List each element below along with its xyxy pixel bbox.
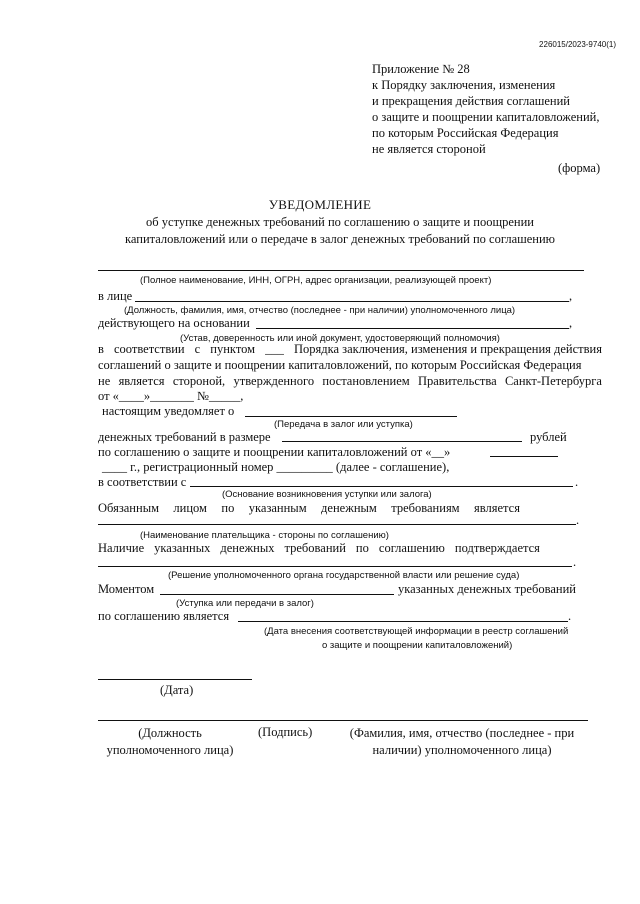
document-title: УВЕДОМЛЕНИЕ [268, 197, 372, 212]
caption-registry-1: (Дата внесения соответствующей информации в реестр соглашений [264, 626, 569, 637]
moment-field-line[interactable] [160, 594, 394, 595]
form-label: (форма) [558, 161, 601, 175]
annex-line: по которым Российская Федерация [372, 126, 559, 140]
signature-field-line[interactable] [98, 720, 588, 721]
caption-decision: (Решение уполномоченного органа государственной власти или решение суда) [168, 570, 520, 581]
paragraph-line-2: соглашений о защите и поощрении капиталовложений, по которым Российская Федерация [98, 358, 582, 372]
agreement-date-field-line[interactable] [490, 456, 558, 457]
label-rubles: рублей [530, 430, 567, 444]
caption-person: (Должность, фамилия, имя, отчество (последнее - при наличии) уполномоченного лица) [124, 305, 516, 316]
label-year-reg: ____ г., регистрационный номер _________ (далее - соглашение), [102, 460, 450, 474]
document-subtitle-1: об уступке денежных требований по соглашению о защите и поощрении [146, 215, 534, 229]
basis-field-line[interactable] [256, 328, 569, 329]
date-field-line[interactable] [98, 679, 252, 680]
label-agreement-from: по соглашению о защите и поощрении капиталовложений от «__» [98, 445, 451, 459]
decision-field-line[interactable] [98, 566, 572, 567]
label-according: в соответствии с [98, 475, 187, 489]
annex-line: к Порядку заключения, изменения [372, 78, 556, 92]
annex-block [372, 61, 599, 157]
caption-moment: (Уступка или передачи в залог) [176, 598, 314, 609]
registry-field-line[interactable] [238, 621, 568, 622]
label-date: (Дата) [160, 683, 194, 697]
label-is-agreement: по соглашению является [98, 609, 230, 623]
annex-line: и прекращения действия соглашений [372, 94, 570, 108]
person-field-line[interactable] [135, 301, 569, 302]
caption-registry-2: о защите и поощрении капиталовложений) [322, 640, 513, 651]
caption-basis-doc: (Устав, доверенность или иной документ, удостоверяющий полномочия) [180, 333, 500, 344]
existence-line: Наличие указанных денежных требований по соглашению подтверждается [98, 541, 540, 555]
paragraph-line-1: в соответствии с пунктом ___ Порядка заключения, изменения и прекращения действия [98, 342, 602, 356]
annex-number: Приложение № 28 [372, 62, 470, 76]
document-subtitle-2: капиталовложений или о передаче в залог денежных требований по соглашению [124, 232, 556, 246]
org-field-line[interactable] [98, 270, 584, 271]
label-amount: денежных требований в размере [98, 430, 271, 444]
reason-field-line[interactable] [190, 486, 573, 487]
label-moment: Моментом [98, 582, 155, 596]
document-id: 226015/2023-9740(1) [539, 40, 616, 49]
annex-line: не является стороной [372, 142, 486, 156]
caption-payer: (Наименование плательщика - стороны по соглашению) [140, 530, 389, 541]
label-moment-tail: указанных денежных требований [398, 582, 576, 596]
label-position: (Должность уполномоченного лица) [106, 726, 234, 757]
caption-reason: (Основание возникновения уступки или залога) [222, 489, 432, 500]
label-fio: (Фамилия, имя, отчество (последнее - при наличии) уполномоченного лица) [349, 726, 575, 757]
caption-transfer-type: (Передача в залог или уступка) [274, 419, 413, 430]
paragraph-line-3: не является стороной, утвержденного постановлением Правительства Санкт-Петербурга [98, 374, 602, 388]
caption-org: (Полное наименование, ИНН, ОГРН, адрес организации, реализующей проект) [140, 275, 492, 286]
obliged-line: Обязанным лицом по указанным денежным требованиям является [98, 501, 520, 515]
annex-line: о защите и поощрении капиталовложений, [372, 110, 600, 124]
payer-field-line[interactable] [98, 524, 576, 525]
transfer-type-field-line[interactable] [245, 416, 457, 417]
amount-field-line[interactable] [282, 441, 522, 442]
label-in-person: в лице [98, 289, 133, 303]
label-acting-basis: действующего на основании [98, 316, 250, 330]
label-signature: (Подпись) [258, 725, 313, 739]
label-notify: настоящим уведомляет о [102, 404, 235, 418]
paragraph-line-4: от «____»_______ №_____, [98, 389, 244, 403]
